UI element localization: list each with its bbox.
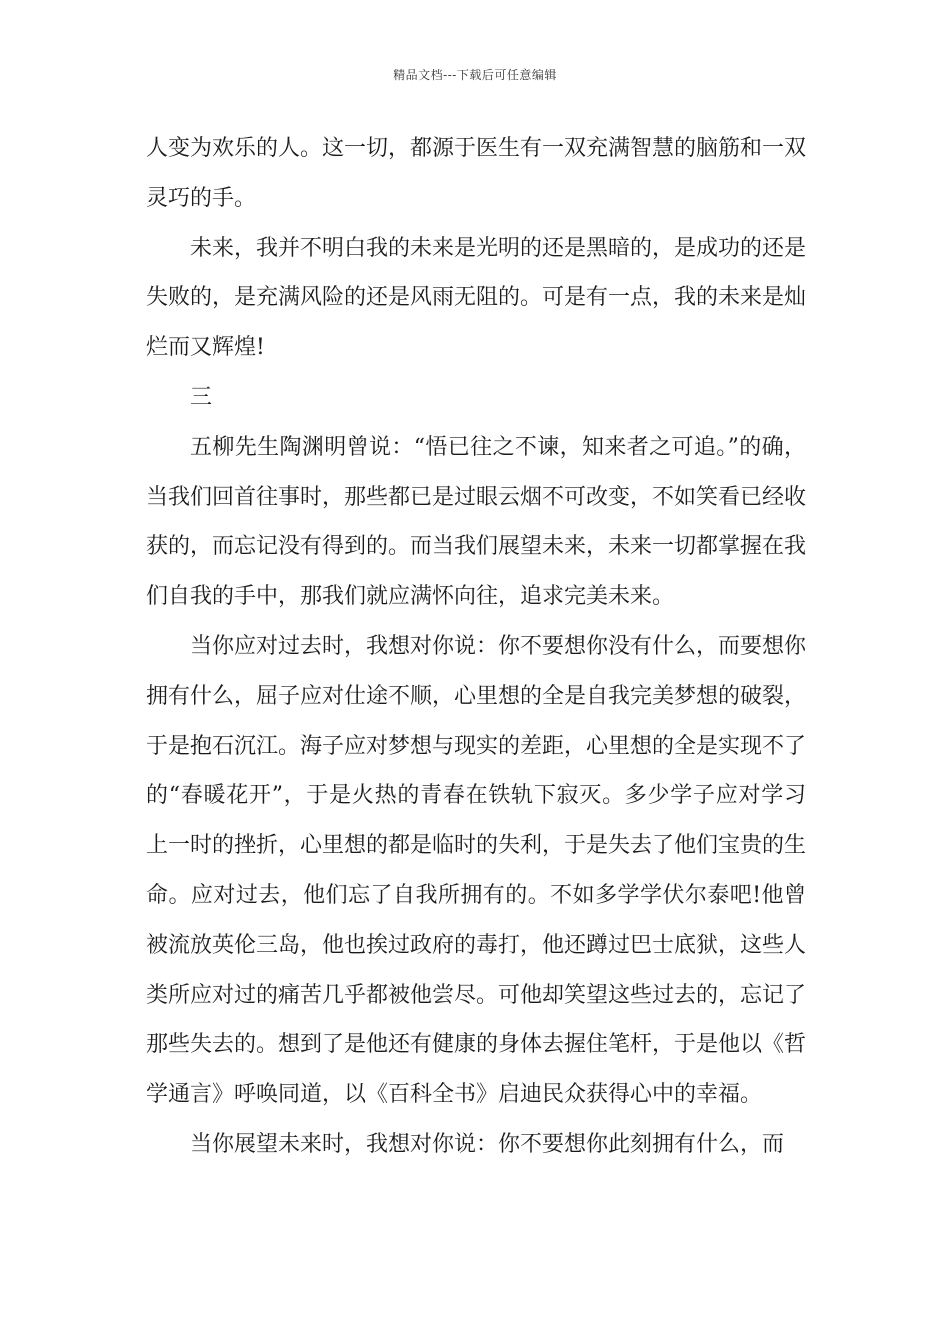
paragraph-4: 当你应对过去时，我想对你说：你不要想你没有什么，而要想你拥有什么，屈子应对仕途不顺，心里想的全是自我完美梦想的破裂，于是抱石沉江。海子应对梦想与现实的差距，心里想的全是实现不了的“春暖花开”，于是火热的青春在铁轨下寂灭。多少学子应对学习上一时的挫折，心里想的都是临时的失利，于是失去了他们宝贵的生命。应对过去，他们忘了自我所拥有的。不如多学学伏尔泰吧!他曾被流放英伦三岛，他也挨过政府的毒打，他还蹲过巴士底狱，这些人类所应对过的痛苦几乎都被他尝尽。可他却笑望这些过去的，忘记了那些失去的。想到了是他还有健康的身体去握住笔杆，于是他以《哲学通言》呼唤同道，以《百科全书》启迪民众获得心中的幸福。 bbox=[146, 633, 807, 1108]
section-heading: 三 bbox=[190, 384, 213, 410]
paragraph-2: 未来，我并不明白我的未来是光明的还是黑暗的，是成功的还是失败的，是充满风险的还是风雨无阻的。可是有一点，我的未来是灿烂而又辉煌! bbox=[146, 235, 807, 361]
page-header: 精品文档---下载后可任意编辑 bbox=[393, 68, 557, 82]
document-body bbox=[146, 124, 806, 1170]
paragraph-1: 人变为欢乐的人。这一切，都源于医生有一双充满智慧的脑筋和一双灵巧的手。 bbox=[146, 136, 807, 211]
paragraph-5: 当你展望未来时，我想对你说：你不要想你此刻拥有什么，而 bbox=[190, 1131, 785, 1157]
paragraph-3: 五柳先生陶渊明曾说：“悟已往之不谏，知来者之可追。”的确，当我们回首往事时，那些都已是过眼云烟不可改变，不如笑看已经收获的，而忘记没有得到的。而当我们展望未来，未来一切都掌握在我们自我的手中，那我们就应满怀向往，追求完美未来。 bbox=[146, 434, 807, 610]
